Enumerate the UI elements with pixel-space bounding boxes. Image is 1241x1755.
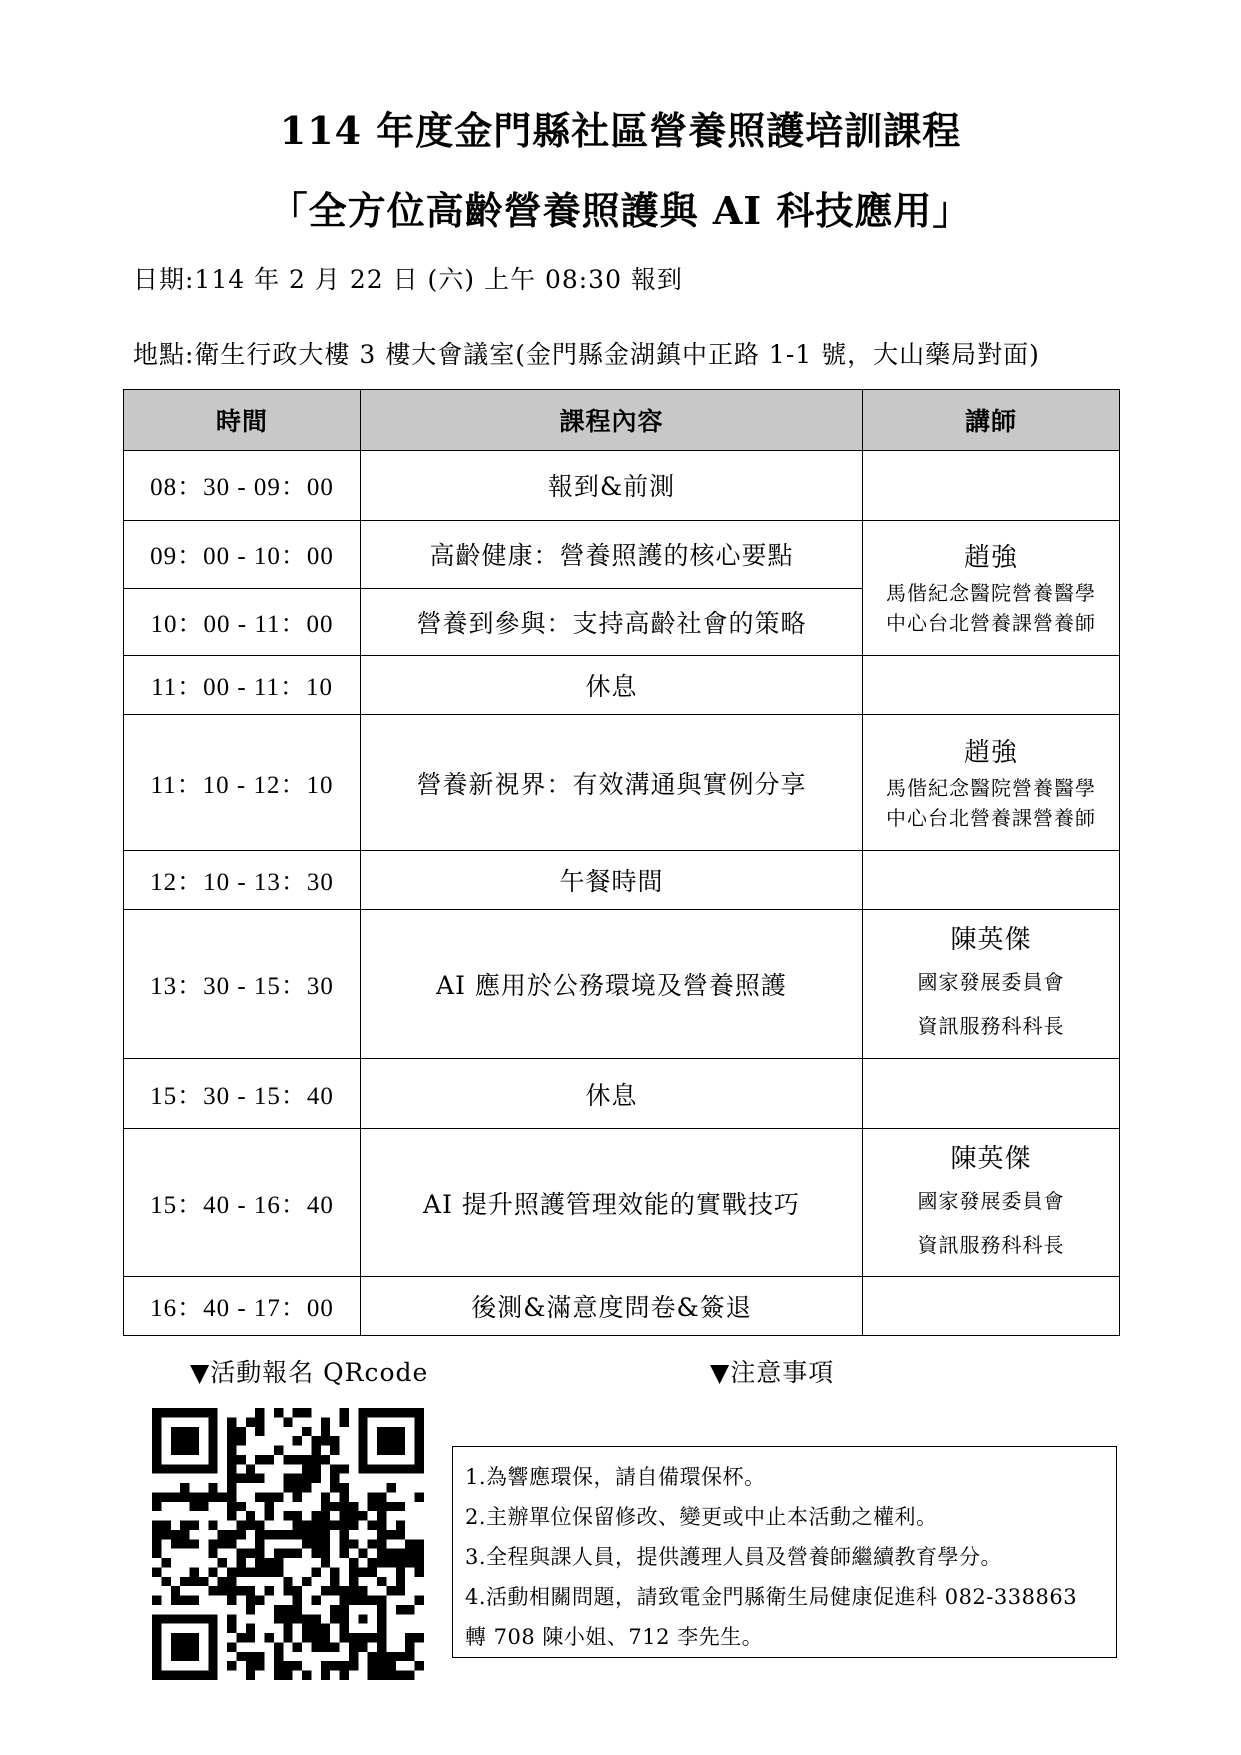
note-item: 1.為響應環保，請自備環保杯。	[465, 1465, 766, 1489]
table-header-row	[124, 390, 1120, 451]
row-time: 12：10 - 13：30	[124, 851, 361, 909]
event-venue: 地點:衛生行政大樓 3 樓大會議室(金門縣金湖鎮中正路 1-1 號，大山藥局對面)	[133, 340, 1040, 369]
table-row	[124, 1129, 1120, 1277]
row-lecturer	[863, 655, 1120, 714]
lecturer-name: 陳英傑	[950, 924, 1032, 955]
notes-label: ▼注意事項	[710, 1358, 835, 1387]
row-time: 15：40 - 16：40	[124, 1129, 361, 1277]
lecturer-affiliation: 資訊服務科科長	[917, 1013, 1065, 1038]
row-content: 後測&滿意度問卷&簽退	[361, 1277, 863, 1336]
page-subtitle: 「全方位高齡營養照護與 AI 科技應用」	[269, 188, 972, 233]
lecturer-affiliation: 馬偕紀念醫院營養醫學	[886, 580, 1096, 605]
row-content: AI 應用於公務環境及營養照護	[361, 909, 863, 1058]
row-content: 休息	[361, 655, 863, 714]
table-row	[124, 520, 1120, 589]
row-time: 08：30 - 09：00	[124, 451, 361, 521]
table-row	[124, 1058, 1120, 1129]
row-lecturer	[863, 1277, 1120, 1336]
lecturer-affiliation: 資訊服務科科長	[917, 1232, 1065, 1257]
lecturer-affiliation: 國家發展委員會	[917, 1188, 1065, 1213]
lecturer-name: 趙強	[963, 542, 1018, 573]
event-date: 日期:114 年 2 月 22 日 (六) 上午 08:30 報到	[133, 265, 683, 294]
schedule-table	[123, 389, 1120, 1336]
row-time: 13：30 - 15：30	[124, 909, 361, 1058]
note-item: 2.主辦單位保留修改、變更或中止本活動之權利。	[465, 1505, 938, 1529]
row-content: 報到&前測	[361, 451, 863, 521]
qr-code-label: ▼活動報名 QRcode	[190, 1358, 429, 1387]
row-time: 11：10 - 12：10	[124, 715, 361, 851]
row-content: AI 提升照護管理效能的實戰技巧	[361, 1129, 863, 1277]
row-lecturer	[863, 520, 1120, 655]
row-lecturer	[863, 1129, 1120, 1277]
notes-box	[452, 1446, 1117, 1658]
row-content: 營養到參與：支持高齡社會的策略	[361, 589, 863, 656]
row-content: 午餐時間	[361, 851, 863, 909]
row-time: 10：00 - 11：00	[124, 589, 361, 656]
note-item: 4.活動相關問題，請致電金門縣衛生局健康促進科 082-338863 轉 708 陳小姐、712 李先生。	[465, 1585, 1078, 1649]
note-item: 3.全程與課人員，提供護理人員及營養師繼續教育學分。	[465, 1545, 1003, 1569]
row-time: 16：40 - 17：00	[124, 1277, 361, 1336]
qr-code-icon[interactable]	[152, 1408, 424, 1680]
table-row	[124, 655, 1120, 714]
row-lecturer	[863, 851, 1120, 909]
table-row	[124, 451, 1120, 521]
row-lecturer	[863, 715, 1120, 851]
lecturer-name: 陳英傑	[950, 1143, 1032, 1174]
table-row	[124, 715, 1120, 851]
lecturer-name: 趙強	[963, 737, 1018, 768]
row-content: 營養新視界：有效溝通與實例分享	[361, 715, 863, 851]
table-row	[124, 851, 1120, 909]
row-lecturer	[863, 451, 1120, 521]
lecturer-affiliation: 馬偕紀念醫院營養醫學	[886, 775, 1096, 800]
row-lecturer	[863, 1058, 1120, 1129]
lecturer-affiliation: 國家發展委員會	[917, 969, 1065, 994]
table-row	[124, 909, 1120, 1058]
table-row	[124, 1277, 1120, 1336]
row-lecturer	[863, 909, 1120, 1058]
header-lecturer: 講師	[863, 390, 1120, 451]
row-time: 11：00 - 11：10	[124, 655, 361, 714]
header-time: 時間	[124, 390, 361, 451]
row-time: 09：00 - 10：00	[124, 520, 361, 589]
lecturer-affiliation: 中心台北營養課營養師	[886, 805, 1096, 830]
header-content: 課程內容	[361, 390, 863, 451]
lecturer-affiliation: 中心台北營養課營養師	[886, 610, 1096, 635]
row-content: 休息	[361, 1058, 863, 1129]
page-title: 114 年度金門縣社區營養照護培訓課程	[279, 108, 962, 153]
row-content: 高齡健康：營養照護的核心要點	[361, 520, 863, 589]
row-time: 15：30 - 15：40	[124, 1058, 361, 1129]
